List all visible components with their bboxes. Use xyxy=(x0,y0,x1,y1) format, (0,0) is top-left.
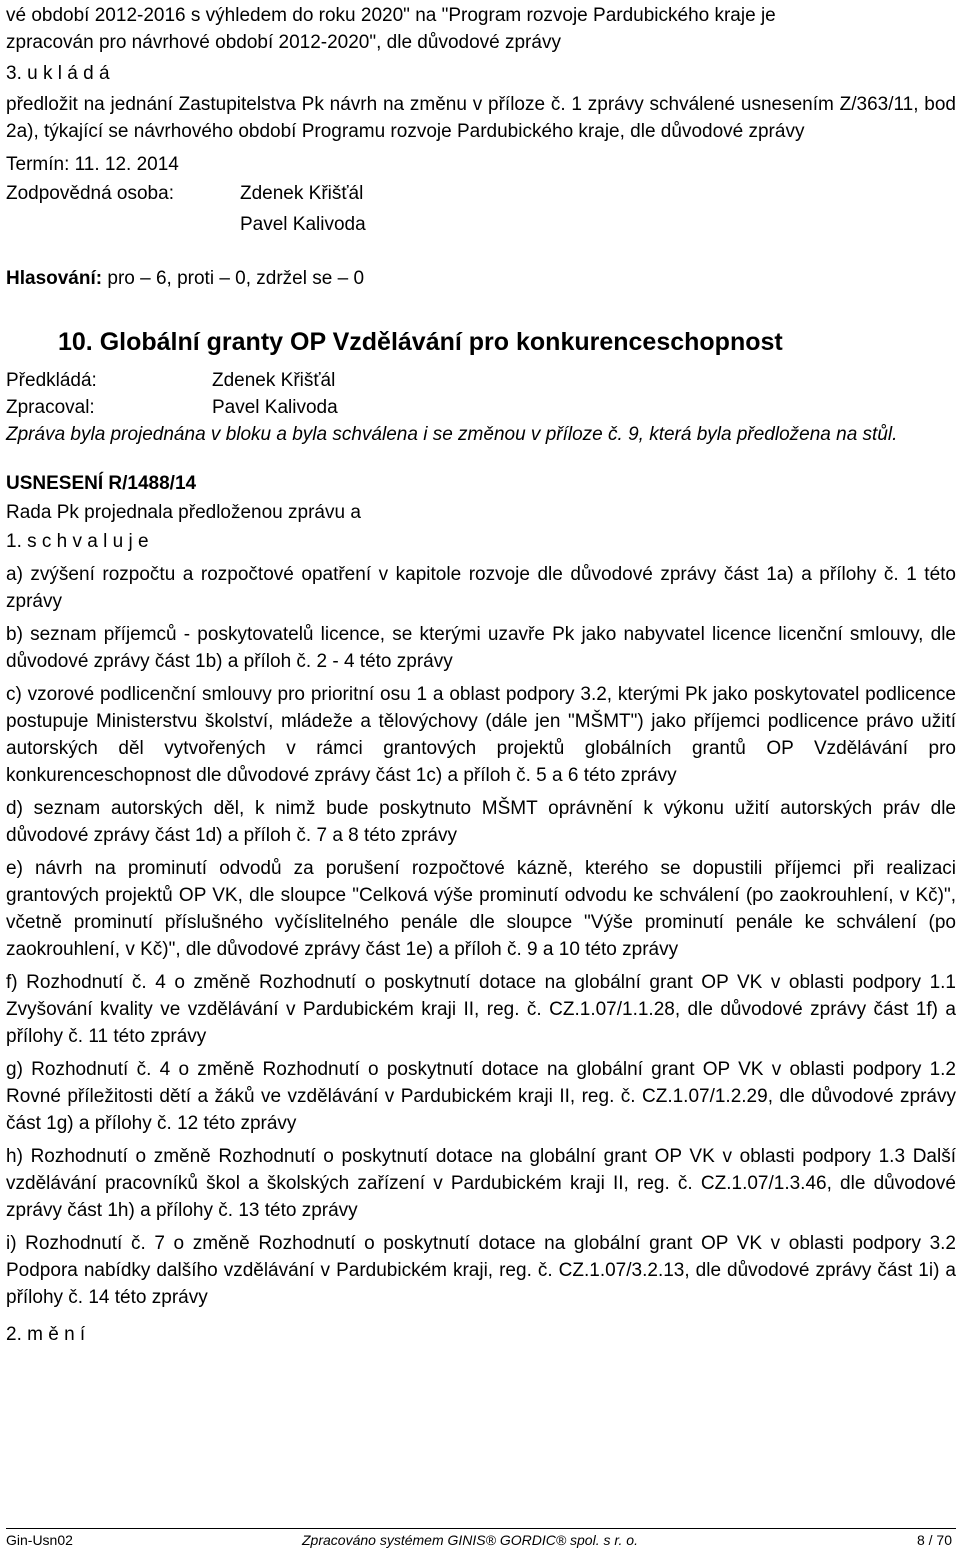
vote-result xyxy=(6,265,956,292)
footer-page-number xyxy=(872,1529,956,1551)
predklada-value: Zdenek Křišťál xyxy=(212,370,336,391)
responsible-person-2: Pavel Kalivoda xyxy=(240,214,366,235)
resolution-item-a: a) zvýšení rozpočtu a rozpočtové opatření v kapitole rozvoje dle důvodové zprávy část 1a) a přílohy č. 1 této zprávy xyxy=(6,564,956,612)
footer-page-separator: / xyxy=(924,1532,937,1548)
resolution-item-b: b) seznam příjemců - poskytovatelů licence, se kterými uzavře Pk jako nabyvatel licence licenční smlouvy, dle důvodové zprávy část 1b) a příloh č. 2 - 4 této zprávy xyxy=(6,624,956,672)
resolution-item-d: d) seznam autorských děl, k nimž bude poskytnuto MŠMT oprávnění k výkonu užití autorských práv dle důvodové zprávy část 1d) a příloh č. 7 a 8 této zprávy xyxy=(6,798,956,846)
resolution-item-g: g) Rozhodnutí č. 4 o změně Rozhodnutí o poskytnutí dotace na globální grant OP VK v oblasti podpory 1.2 Rovné příležitosti dětí a žáků ve vzdělávání v Pardubickém kraji II, reg. č. CZ.1.07/1.2.29, dle důvodové zprávy část 1g) a přílohy č. 12 této zprávy xyxy=(6,1059,956,1134)
responsible-person-1: Zdenek Křišťál xyxy=(240,183,364,204)
changes-heading: 2. m ě n í xyxy=(6,1324,86,1345)
board-intro: Rada Pk projednala předloženou zprávu a xyxy=(6,502,361,523)
section-heading: 10. Globální granty OP Vzdělávání pro konkurenceschopnost xyxy=(58,328,783,356)
resolution-number: USNESENÍ R/1488/14 xyxy=(6,473,197,494)
resolution-item-e: e) návrh na prominutí odvodů za porušení rozpočtové kázně, kterého se dopustili příjemci při realizaci grantových projektů OP VK, dle sloupce "Celková výše prominutí odvodu ke schválení (po zaokrouhlení, v Kč)", včetně prominutí příslušného vyčíslitelného penále dle sloupce "Výše prominutí penále ke schválení (po zaokrouhlení, v Kč)", dle důvodové zprávy část 1e) a příloh č. 9 a 10 této zprávy xyxy=(6,858,956,960)
resolution-item-h: h) Rozhodnutí o změně Rozhodnutí o poskytnutí dotace na globální grant OP VK v oblasti podpory 1.3 Další vzdělávání pracovníků škol a školských zařízení v Pardubickém kraji II, reg. č. CZ.1.07/1.3.46, dle důvodové zprávy část 1h) a přílohy č. 13 této zprávy xyxy=(6,1146,956,1221)
predklada-row xyxy=(6,367,956,394)
intro-block xyxy=(6,2,956,292)
footer-page-current: 8 xyxy=(916,1532,925,1548)
responsible-person-label: Zodpovědná osoba: xyxy=(6,183,174,204)
predklada-label: Předkládá: xyxy=(6,370,97,391)
approves-heading: 1. s c h v a l u j e xyxy=(6,531,149,552)
resolution-item-c: c) vzorové podlicenční smlouvy pro prioritní osu 1 a oblast podpory 3.2, kterými Pk jako poskytovatel podlicence postupuje Ministerstvu školství, mládeže a tělovýchovy (dále jen "MŠMT") jako příjemci podlicence právo užití autorských děl vytvořených v rámci grantových projektů globálních grantů OP Vzdělávání pro konkurenceschopnost dle důvodové zprávy část 1c) a příloh č. 5 a 6 této zprávy xyxy=(6,684,956,786)
responsible-person-row-2 xyxy=(6,209,956,240)
zpracoval-label: Zpracoval: xyxy=(6,397,95,418)
footer-page-total: 70 xyxy=(936,1532,952,1548)
vote-label: Hlasování: xyxy=(6,268,103,289)
responsible-person-row xyxy=(6,178,956,209)
zpracoval-value: Pavel Kalivoda xyxy=(212,397,338,418)
intro-line-2: zpracován pro návrhové období 2012-2020", dle důvodové zprávy xyxy=(6,32,561,53)
vote-text: pro – 6, proti – 0, zdržel se – 0 xyxy=(102,268,365,289)
approval-note: Zpráva byla projednána v bloku a byla schválena i se změnou v příloze č. 9, která byla předložena na stůl. xyxy=(6,424,898,445)
resolution-items xyxy=(6,561,956,1311)
document-page xyxy=(6,0,956,1348)
intro-line-1: vé období 2012-2016 s výhledem do roku 2020" na "Program rozvoje Pardubického kraje je xyxy=(6,5,776,26)
termin: Termín: 11. 12. 2014 xyxy=(6,154,179,175)
footer-system: Zpracováno systémem GINIS® GORDIC® spol. s r. o. xyxy=(302,1532,638,1548)
resolution-item-i: i) Rozhodnutí č. 7 o změně Rozhodnutí o poskytnutí dotace na globální grant OP VK v oblasti podpory 3.2 Podpora nabídky dalšího vzdělávání v Pardubickém kraji, reg. č. CZ.1.07/3.2.13, dle důvodové zprávy část 1i) a přílohy č. 14 této zprávy xyxy=(6,1233,956,1308)
page-footer xyxy=(6,1528,956,1551)
uklada-heading: 3. u k l á d á xyxy=(6,63,110,84)
uklada-text: předložit na jednání Zastupitelstva Pk návrh na změnu v příloze č. 1 zprávy schválené usnesením Z/363/11, bod 2a), týkající se návrhového období Programu rozvoje Pardubického kraje, dle důvodové zprávy xyxy=(6,94,956,142)
zpracoval-row xyxy=(6,394,956,421)
footer-doc-id: Gin-Usn02 xyxy=(6,1532,73,1548)
section-block xyxy=(6,367,956,1348)
resolution-item-f: f) Rozhodnutí č. 4 o změně Rozhodnutí o poskytnutí dotace na globální grant OP VK v oblasti podpory 1.1 Zvyšování kvality ve vzdělávání v Pardubickém kraji II, reg. č. CZ.1.07/1.1.28, dle důvodové zprávy část 1f) a přílohy č. 11 této zprávy xyxy=(6,972,956,1047)
